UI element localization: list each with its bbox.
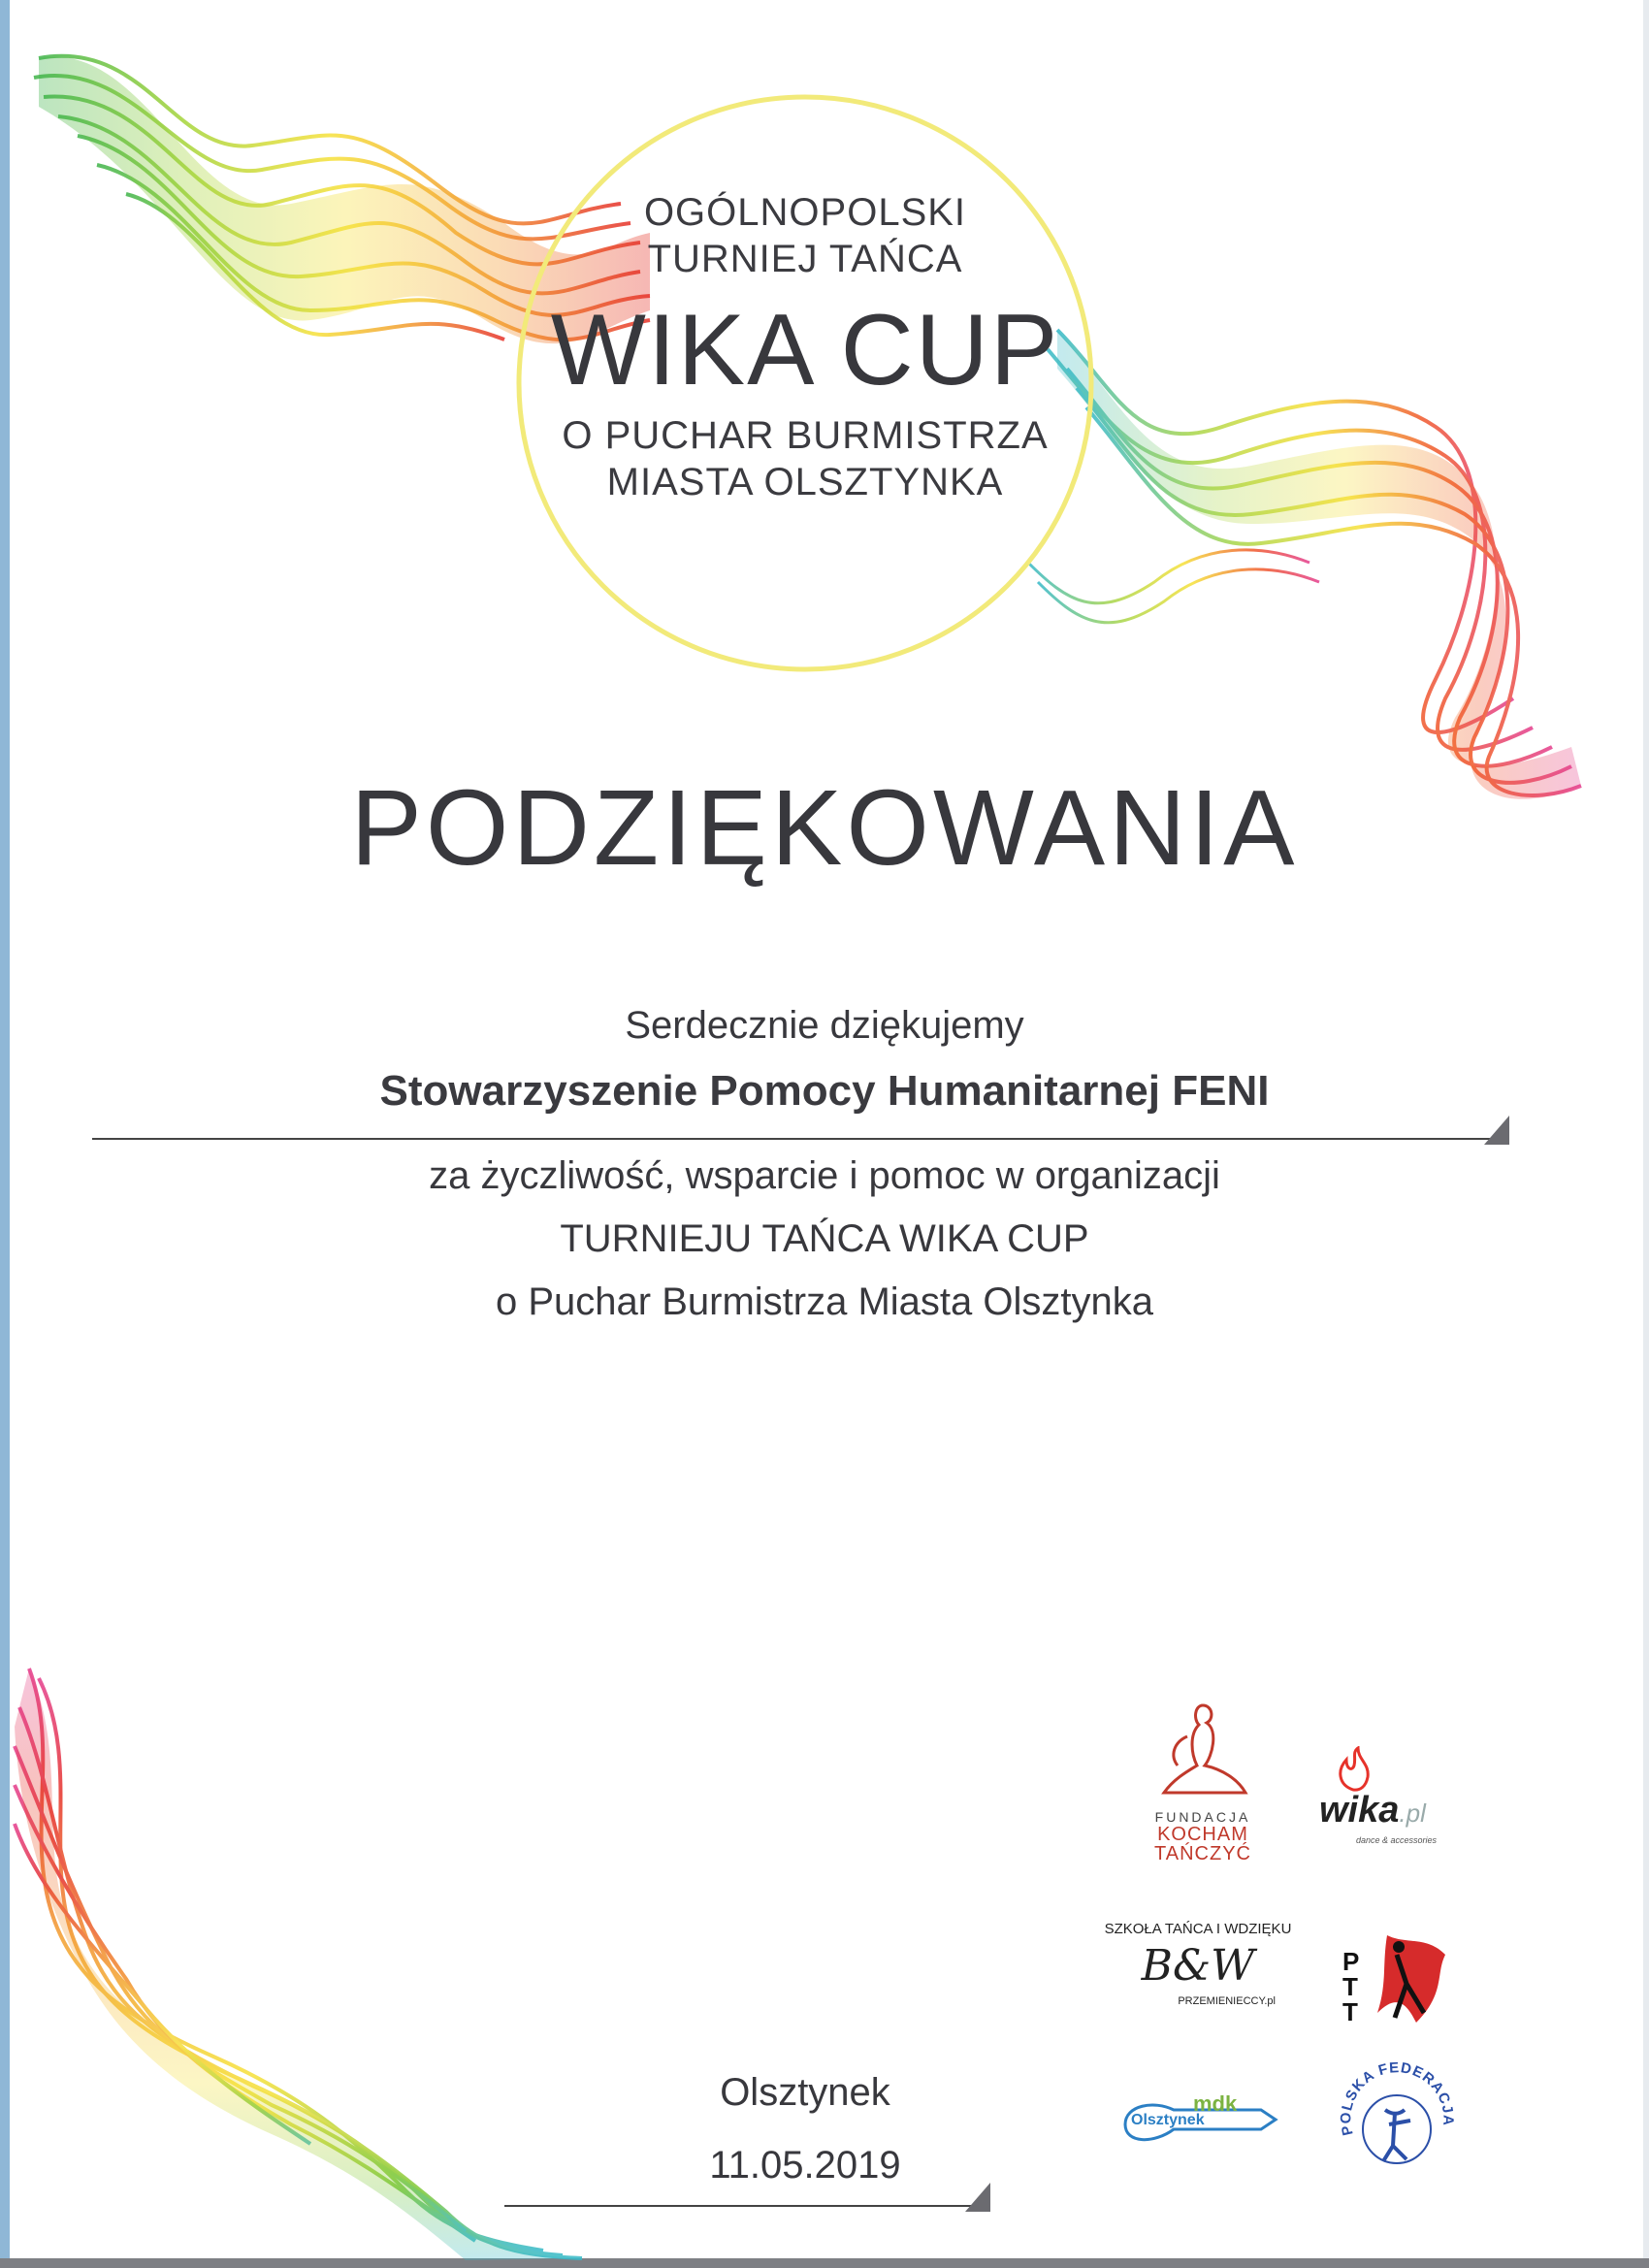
body-line-3: o Puchar Burmistrza Miasta Olsztynka <box>496 1280 1153 1323</box>
ribbon-bottom-left <box>15 1669 582 2258</box>
bw-title: SZKOŁA TAŃCA I WDZIĘKU <box>1104 1921 1292 1937</box>
ptt-letters: PTT <box>1342 1947 1360 2026</box>
logo-fundacja-kocham-tanczyc <box>1145 1698 1261 1867</box>
kocham-line-2: KOCHAM <box>1157 1824 1248 1845</box>
body-line-1: za życzliwość, wsparcie i pomoc w organizacji <box>429 1154 1220 1197</box>
kocham-line-3: TAŃCZYĆ <box>1154 1843 1251 1864</box>
intro-text: Serdecznie dziękujemy <box>625 1004 1024 1047</box>
logo-mdk-olsztynek <box>1116 2086 1290 2163</box>
tournament-header <box>514 189 1096 505</box>
mdk-name: mdk <box>1193 2091 1238 2116</box>
wika-wordmark <box>1319 1790 1426 1831</box>
wika-domain: .pl <box>1399 1798 1426 1828</box>
pft-ring-icon <box>1329 2057 1465 2192</box>
logo-bw-szkola <box>1101 1921 1295 2037</box>
certificate-heading: PODZIĘKOWANIA <box>350 768 1299 888</box>
logo-wika <box>1319 1746 1484 1853</box>
bw-site: PRZEMIENIECCY.pl <box>1178 1995 1276 2007</box>
wika-tagline: dance & accessories <box>1356 1835 1438 1845</box>
date-label: 11.05.2019 <box>709 2144 901 2187</box>
dancers-icon <box>1145 1698 1261 1804</box>
recipient-name: Stowarzyszenie Pomocy Humanitarnej FENI <box>379 1067 1270 1115</box>
header-line-miasta: MIASTA OLSZTYNKA <box>606 461 1004 503</box>
flame-icon <box>1329 1746 1377 1795</box>
city-label: Olsztynek <box>720 2071 890 2114</box>
logo-ptt <box>1339 1926 1455 2032</box>
logo-polska-federacja-tanca <box>1329 2057 1465 2192</box>
kocham-line-1: FUNDACJA <box>1154 1809 1251 1825</box>
mdk-city: Olsztynek <box>1131 2112 1205 2128</box>
header-line-puchar: O PUCHAR BURMISTRZA <box>562 414 1049 457</box>
wika-name: wika <box>1319 1790 1400 1831</box>
header-line-turniej: TURNIEJ TAŃCA <box>647 238 963 280</box>
body-line-2: TURNIEJU TAŃCA WIKA CUP <box>560 1217 1089 1260</box>
pft-ring-text: POLSKA FEDERACJA <box>1338 2059 1457 2138</box>
bw-monogram: B&W <box>1141 1941 1255 1991</box>
tournament-title: WIKA CUP <box>550 294 1060 406</box>
header-line-ogolnopolski: OGÓLNOPOLSKI <box>643 191 967 234</box>
